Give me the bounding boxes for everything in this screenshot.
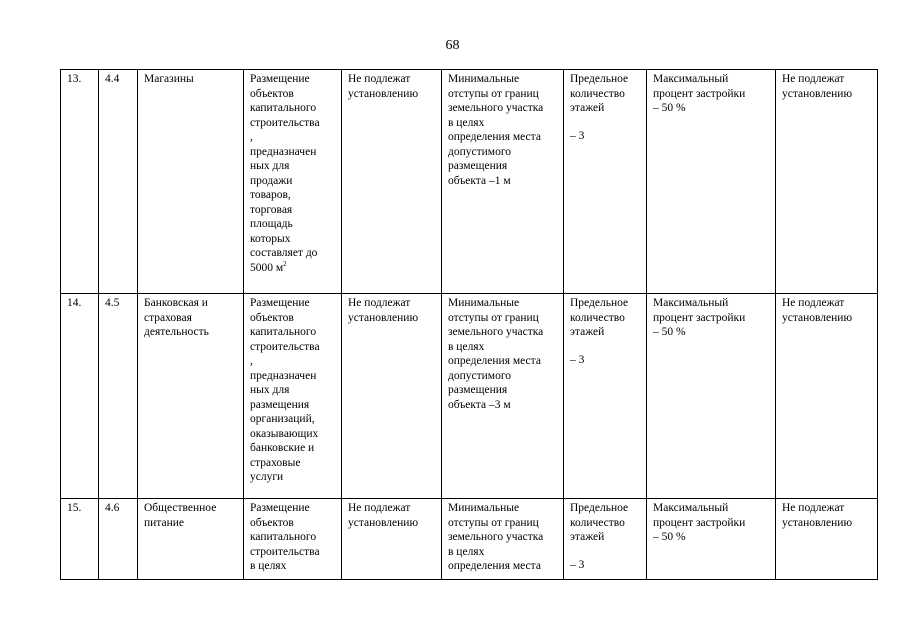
table-row	[61, 294, 878, 499]
coverage: Максимальный процент застройки – 50 %	[647, 499, 776, 580]
floors-label: Предельное количество этажей	[570, 502, 629, 543]
restrictions: Не подлежат установлению	[342, 499, 442, 580]
floors	[564, 70, 647, 294]
floors-value: – 3	[570, 353, 585, 366]
use-description	[244, 70, 342, 294]
use-description-text: Размещение объектов капитального строительства , предназначен ных для продажи товаров, торговая площадь которых составляет до 5000 м	[250, 73, 320, 274]
use-code: 4.4	[99, 70, 138, 294]
other-params: Не подлежат установлению	[776, 499, 878, 580]
coverage: Максимальный процент застройки – 50 %	[647, 294, 776, 499]
floors	[564, 294, 647, 499]
coverage: Максимальный процент застройки – 50 %	[647, 70, 776, 294]
floors-label: Предельное количество этажей	[570, 73, 629, 114]
restrictions: Не подлежат установлению	[342, 70, 442, 294]
row-number: 15.	[61, 499, 99, 580]
floors-value: – 3	[570, 558, 585, 571]
table-row	[61, 70, 878, 294]
use-name: Магазины	[138, 70, 244, 294]
floors	[564, 499, 647, 580]
restrictions: Не подлежат установлению	[342, 294, 442, 499]
use-name: Общественное питание	[138, 499, 244, 580]
land-use-table	[60, 69, 878, 580]
use-description: Размещение объектов капитального строительства , предназначен ных для размещения организаций, оказывающих банковские и страховые услуги	[244, 294, 342, 499]
page-number: 68	[445, 38, 460, 53]
setbacks: Минимальные отступы от границ земельного участка в целях определения места допустимого размещения объекта –3 м	[442, 294, 564, 499]
use-description: Размещение объектов капитального строительства в целях	[244, 499, 342, 580]
superscript: 2	[283, 259, 287, 268]
row-number: 13.	[61, 70, 99, 294]
table-row	[61, 499, 878, 580]
setbacks: Минимальные отступы от границ земельного участка в целях определения места допустимого размещения объекта –1 м	[442, 70, 564, 294]
floors-value: – 3	[570, 129, 585, 142]
other-params: Не подлежат установлению	[776, 70, 878, 294]
use-code: 4.5	[99, 294, 138, 499]
row-number: 14.	[61, 294, 99, 499]
other-params: Не подлежат установлению	[776, 294, 878, 499]
setbacks: Минимальные отступы от границ земельного участка в целях определения места	[442, 499, 564, 580]
use-code: 4.6	[99, 499, 138, 580]
use-name: Банковская и страховая деятельность	[138, 294, 244, 499]
floors-label: Предельное количество этажей	[570, 297, 629, 338]
